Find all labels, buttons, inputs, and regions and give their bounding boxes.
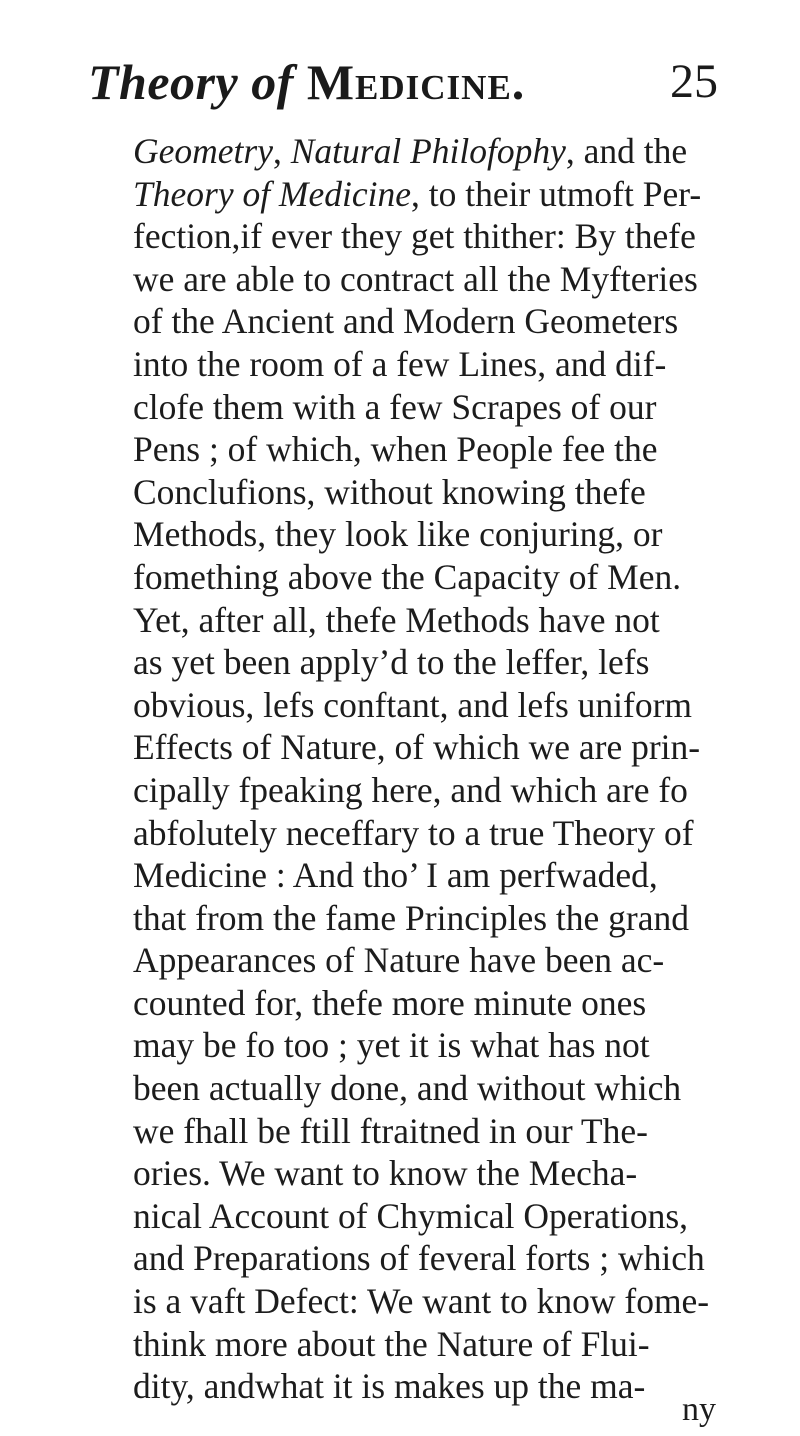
text-segment: think more about the Nature of Flui- (133, 1323, 650, 1364)
text-line (133, 897, 753, 940)
text-line (133, 1152, 753, 1195)
text-line (133, 556, 753, 599)
text-segment: , (272, 131, 291, 171)
text-segment: been actually done, and without which (133, 1068, 682, 1109)
text-line (133, 386, 753, 429)
text-line (133, 130, 753, 173)
running-head (88, 50, 728, 114)
catchword: ny (682, 1391, 716, 1428)
text-line (133, 258, 753, 301)
text-segment: ories. We want to know the Mecha- (133, 1153, 638, 1194)
text-line (133, 1365, 753, 1408)
text-segment: as yet been apply’d to the leffer, lefs (133, 642, 650, 683)
text-segment: we fhall be ftill ftraitned in our The- (133, 1110, 648, 1151)
text-segment: obvious, lefs conftant, and lefs uniform (133, 684, 693, 725)
text-line (133, 300, 753, 343)
text-line (133, 1067, 753, 1110)
text-segment: into the room of a few Lines, and dif- (133, 343, 667, 384)
text-segment: Conclufions, without knowing thefe (133, 471, 646, 512)
page-number: 25 (670, 55, 718, 108)
text-segment: nical Account of Chymical Operations, (133, 1195, 689, 1236)
text-line (133, 173, 753, 216)
text-line (133, 982, 753, 1025)
text-segment: dity, andwhat it is makes up the ma- (133, 1366, 646, 1407)
text-segment: cipally fpeaking here, and which are fo (133, 769, 688, 810)
text-segment: , and the (565, 131, 688, 171)
text-line (133, 641, 753, 684)
text-line (133, 684, 753, 727)
italic-segment: Geometry (133, 131, 273, 171)
text-line (133, 1195, 753, 1238)
text-line (133, 939, 753, 982)
text-line (133, 726, 753, 769)
text-segment: Appearances of Nature have been ac- (133, 940, 665, 981)
text-line (133, 769, 753, 812)
text-line (133, 854, 753, 897)
text-line (133, 1237, 753, 1280)
text-line (133, 1110, 753, 1153)
text-segment: clofe them with a few Scrapes of our (133, 386, 657, 427)
running-head-italic: Theory of (88, 54, 294, 110)
text-segment: Yet, after all, thefe Methods have not (133, 599, 660, 640)
text-segment: abfolutely neceffary to a true Theory of (133, 812, 694, 853)
text-segment: we are able to contract all the Myfteries (133, 258, 698, 299)
text-line (133, 215, 753, 258)
text-segment: and Preparations of feveral forts ; which (133, 1238, 705, 1279)
text-segment: fection,if ever they get thither: By thefe (133, 216, 696, 257)
text-segment: , to their utmoft Per- (411, 173, 702, 214)
text-line (133, 1280, 753, 1323)
text-line (133, 513, 753, 556)
text-segment: fomething above the Capacity of Men. (133, 556, 682, 597)
text-segment: Methods, they look like conjuring, or (133, 514, 663, 555)
text-line (133, 1323, 753, 1366)
text-line (133, 812, 753, 855)
text-segment: Pens ; of which, when People fee the (133, 429, 658, 470)
text-segment: counted for, thefe more minute ones (133, 982, 647, 1023)
text-segment: that from the fame Principles the grand (133, 897, 689, 938)
text-segment: may be fo too ; yet it is what has not (133, 1025, 650, 1066)
text-segment: of the Ancient and Modern Geometers (133, 301, 679, 342)
text-line (133, 343, 753, 386)
text-line (133, 1024, 753, 1067)
text-segment: is a vaft Defect: We want to know fome- (133, 1281, 710, 1322)
running-head-title (88, 50, 525, 114)
italic-segment: Natural Philofophy (290, 131, 566, 171)
text-line (133, 428, 753, 471)
text-line (133, 599, 753, 642)
running-head-caps: Medicine. (306, 54, 526, 110)
text-segment: Effects of Nature, of which we are prin- (133, 727, 701, 768)
body-text (133, 130, 753, 1408)
text-segment: Medicine : And tho’ I am perfwaded, (133, 855, 658, 896)
italic-segment: Theory of Medicine (133, 173, 412, 214)
text-line (133, 471, 753, 514)
